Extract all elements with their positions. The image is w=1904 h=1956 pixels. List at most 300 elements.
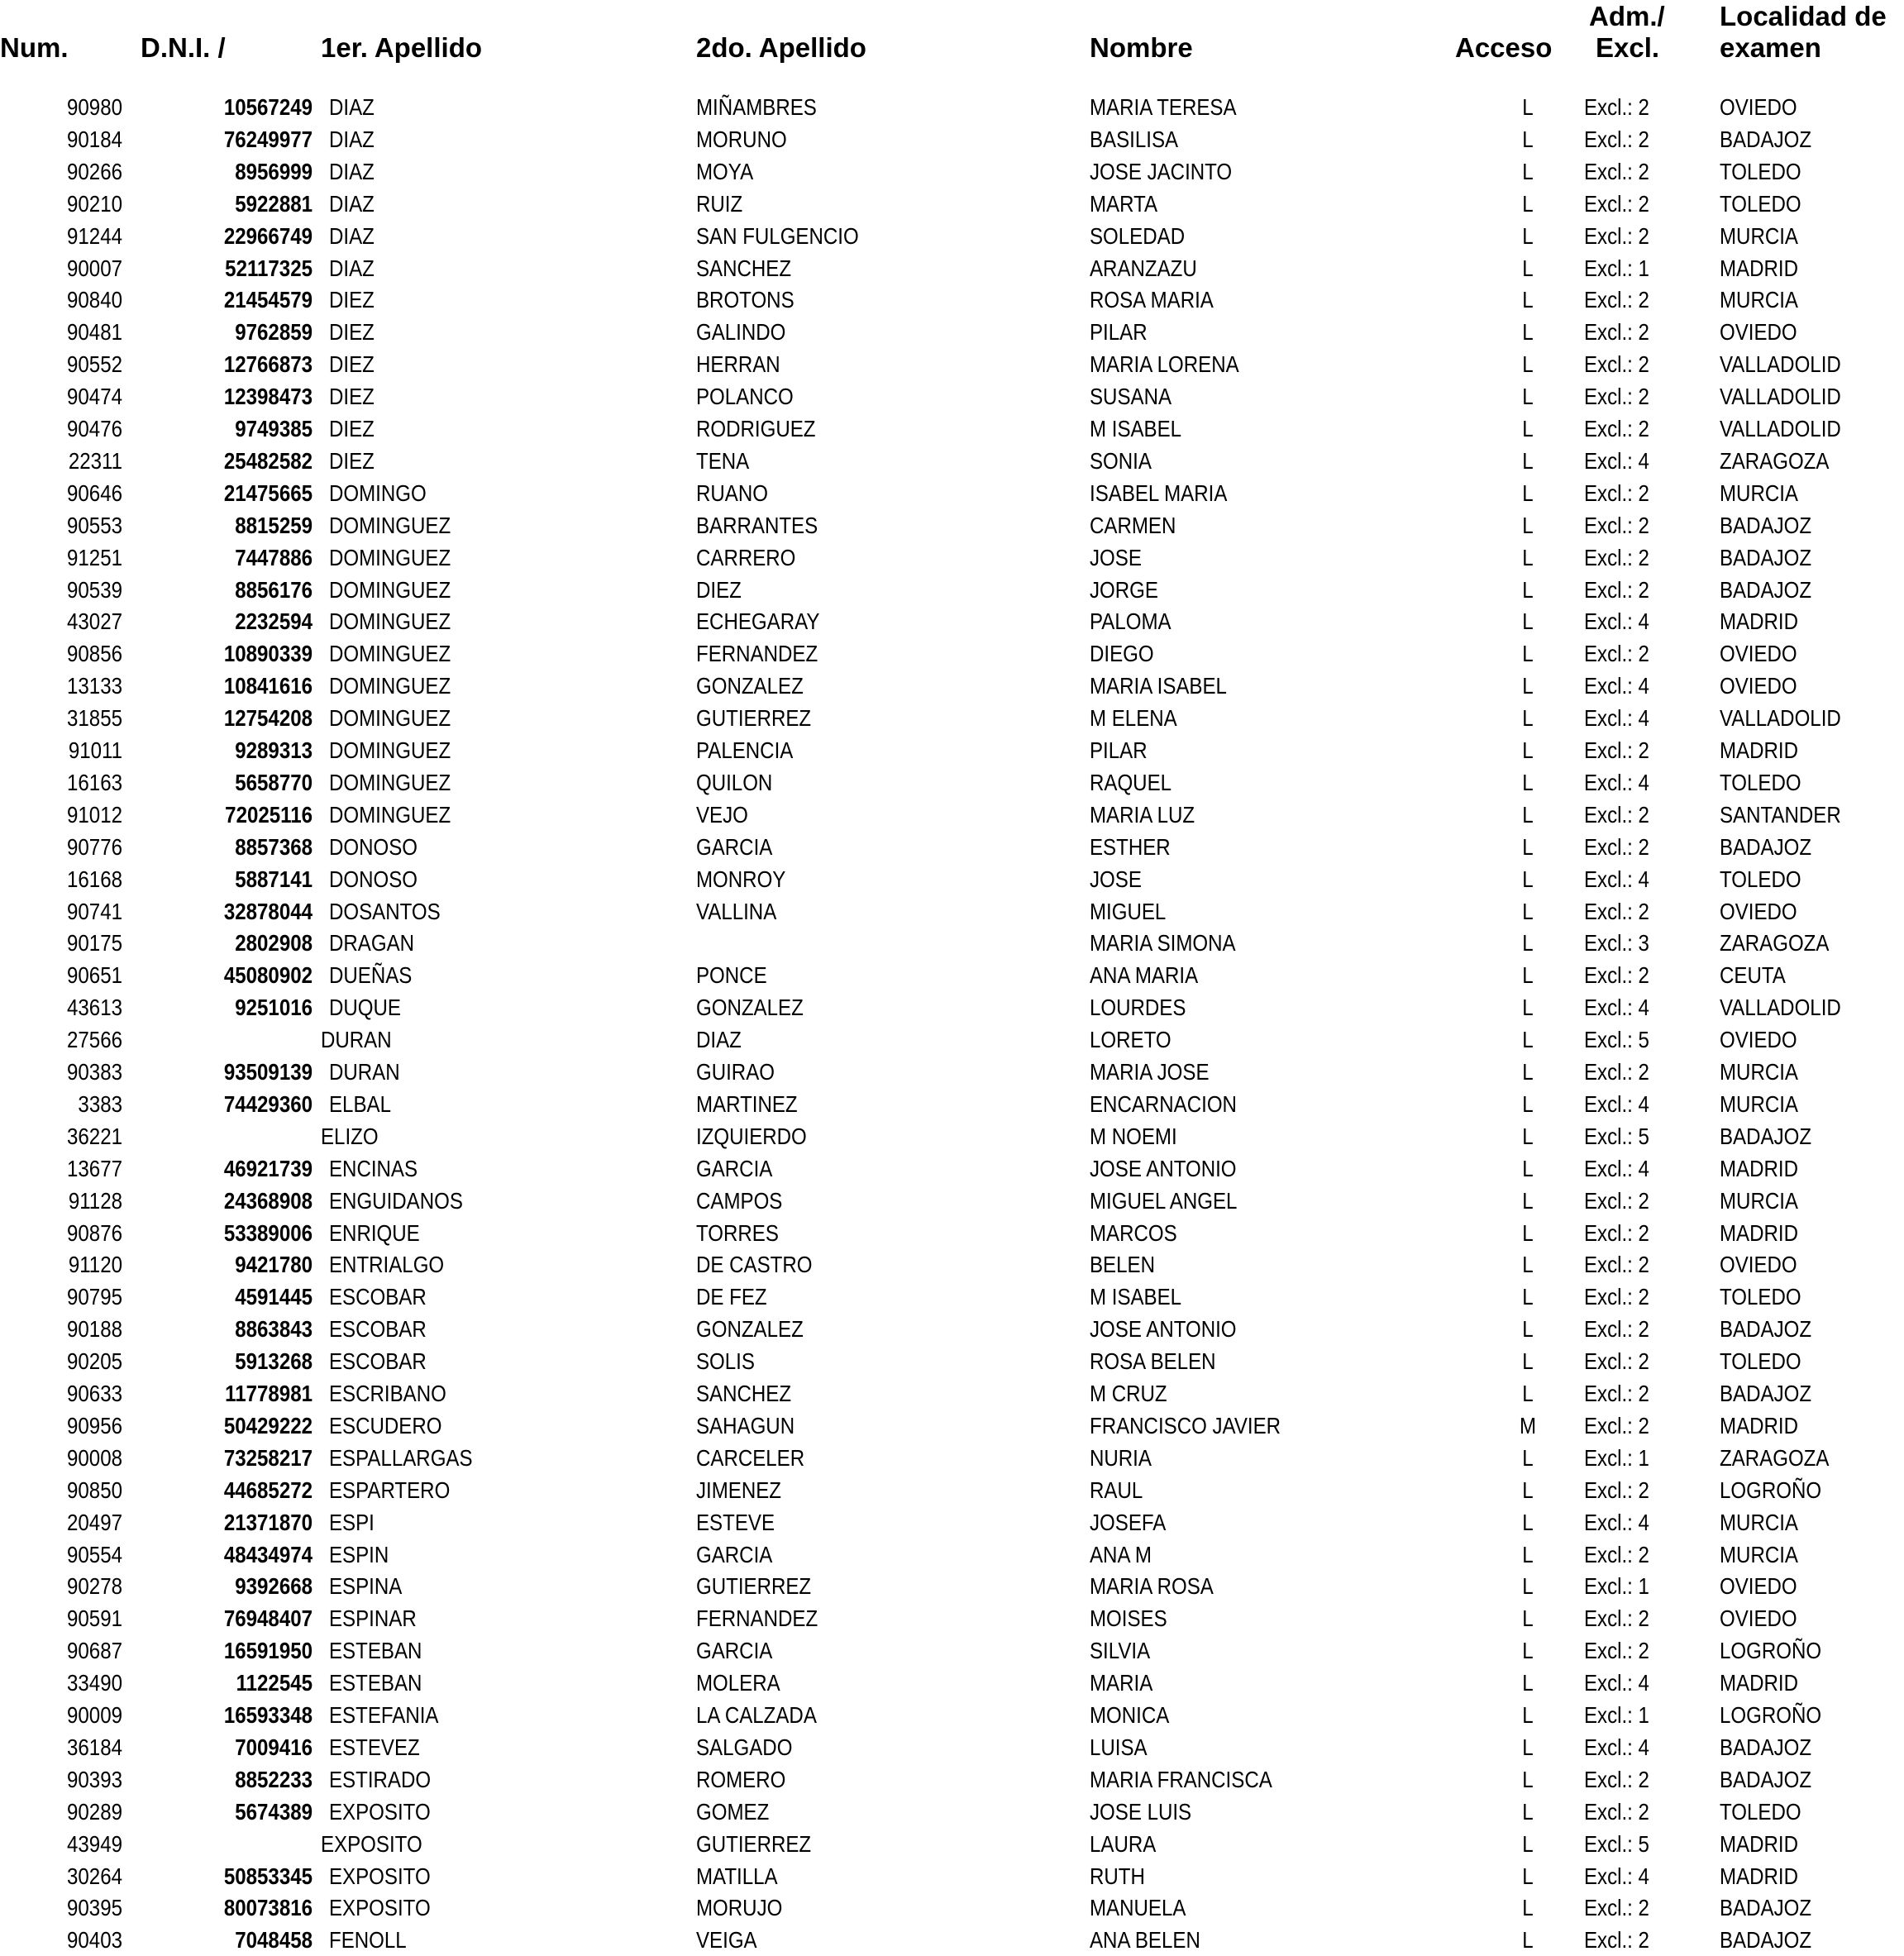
localidad-cell: OVIEDO — [1720, 641, 1797, 667]
apellido2-cell: VEJO — [696, 801, 748, 828]
num-cell: 16163 — [67, 769, 122, 795]
dni-cell: 8956999 — [235, 158, 313, 184]
num-cell: 90210 — [67, 190, 122, 217]
nombre-cell: JOSE LUIS — [1090, 1798, 1192, 1825]
acceso-cell: L — [1522, 479, 1534, 506]
localidad-cell: MURCIA — [1720, 1187, 1798, 1214]
table-row — [0, 284, 1904, 316]
nombre-cell: ANA BELEN — [1090, 1927, 1200, 1954]
localidad-cell: CEUTA — [1720, 962, 1786, 989]
apellido1-cell: DIAZ — [329, 94, 375, 120]
acceso-cell: L — [1522, 1927, 1534, 1954]
num-cell: 90289 — [67, 1798, 122, 1825]
apellido1-cell: DOMINGUEZ — [329, 544, 451, 570]
nombre-cell: RAUL — [1090, 1477, 1143, 1503]
apellido1-cell: DOMINGO — [329, 479, 427, 506]
acceso-cell: L — [1522, 1766, 1534, 1792]
apellido1-cell: DIEZ — [329, 416, 375, 441]
dni-cell: 11778981 — [225, 1381, 313, 1406]
apellido1-cell: ESCRIBANO — [329, 1381, 446, 1406]
header-acceso: Acceso — [1455, 32, 1553, 63]
dni-cell: 9749385 — [235, 416, 313, 441]
num-cell: 90008 — [67, 1444, 122, 1471]
localidad-cell: ZARAGOZA — [1720, 447, 1830, 474]
acceso-cell: L — [1522, 1702, 1534, 1728]
localidad-cell: VALLADOLID — [1720, 995, 1841, 1021]
num-cell: 33490 — [67, 1670, 122, 1696]
localidad-cell: BADAJOZ — [1720, 1123, 1812, 1149]
nombre-cell: LUISA — [1090, 1734, 1148, 1760]
table-row — [0, 413, 1904, 445]
apellido1-cell: ESPARTERO — [329, 1477, 451, 1503]
apellido1-cell: DIEZ — [329, 287, 375, 313]
localidad-cell: TOLEDO — [1720, 190, 1801, 217]
table-row — [0, 734, 1904, 766]
table-row — [0, 445, 1904, 477]
table-row — [0, 895, 1904, 928]
num-cell: 16168 — [67, 866, 122, 892]
excl-cell: Excl.: 2 — [1584, 94, 1649, 120]
acceso-cell: L — [1522, 255, 1534, 281]
excl-cell: Excl.: 2 — [1584, 222, 1649, 249]
excl-cell: Excl.: 2 — [1584, 833, 1649, 860]
table-row — [0, 1185, 1904, 1217]
nombre-cell: ENCARNACION — [1090, 1090, 1237, 1117]
num-cell: 90646 — [67, 479, 122, 506]
apellido2-cell: BARRANTES — [696, 512, 818, 538]
apellido2-cell: TENA — [696, 447, 750, 474]
nombre-cell: JOSE — [1090, 544, 1142, 570]
dni-cell: 5922881 — [235, 190, 313, 217]
apellido2-cell: GONZALEZ — [696, 1316, 804, 1343]
apellido1-cell: DUQUE — [329, 995, 401, 1021]
acceso-cell: L — [1522, 416, 1534, 441]
table-row — [0, 1699, 1904, 1731]
localidad-cell: MADRID — [1720, 737, 1798, 763]
dni-cell: 5887141 — [235, 866, 313, 892]
excl-cell: Excl.: 4 — [1584, 1734, 1649, 1760]
apellido1-cell: EXPOSITO — [321, 1830, 422, 1857]
localidad-cell: TOLEDO — [1720, 158, 1801, 184]
localidad-cell: BADAJOZ — [1720, 1316, 1812, 1343]
num-cell: 90956 — [67, 1412, 122, 1438]
apellido2-cell: ROMERO — [696, 1766, 786, 1792]
nombre-cell: MIGUEL ANGEL — [1090, 1187, 1238, 1214]
acceso-cell: L — [1522, 1059, 1534, 1085]
num-cell: 91244 — [67, 222, 122, 249]
apellido1-cell: DIEZ — [329, 384, 375, 410]
excl-cell: Excl.: 5 — [1584, 1027, 1649, 1053]
dni-cell: 4591445 — [235, 1284, 313, 1310]
acceso-cell: L — [1522, 705, 1534, 732]
apellido2-cell: GARCIA — [696, 1638, 773, 1664]
apellido1-cell: DIEZ — [329, 351, 375, 378]
dni-cell: 9251016 — [235, 995, 313, 1021]
nombre-cell: RAQUEL — [1090, 769, 1172, 795]
table-row — [0, 799, 1904, 831]
localidad-cell: MADRID — [1720, 1830, 1798, 1857]
apellido1-cell: ESTEVEZ — [329, 1734, 420, 1760]
acceso-cell: L — [1522, 673, 1534, 699]
apellido2-cell: FERNANDEZ — [696, 1605, 818, 1632]
acceso-cell: L — [1522, 962, 1534, 989]
apellido2-cell: GUTIERREZ — [696, 705, 812, 732]
nombre-cell: NURIA — [1090, 1444, 1152, 1471]
acceso-cell: L — [1522, 576, 1534, 603]
nombre-cell: JOSE JACINTO — [1090, 158, 1233, 184]
excl-cell: Excl.: 2 — [1584, 1348, 1649, 1375]
localidad-cell: BADAJOZ — [1720, 833, 1812, 860]
num-cell: 90687 — [67, 1638, 122, 1664]
nombre-cell: MARIA ISABEL — [1090, 673, 1227, 699]
excl-cell: Excl.: 4 — [1584, 1509, 1649, 1535]
apellido1-cell: DOSANTOS — [329, 898, 441, 924]
localidad-cell: MURCIA — [1720, 479, 1798, 506]
acceso-cell: L — [1522, 641, 1534, 667]
table-row — [0, 863, 1904, 895]
num-cell: 20497 — [67, 1509, 122, 1535]
num-cell: 90553 — [67, 512, 122, 538]
localidad-cell: ZARAGOZA — [1720, 930, 1830, 957]
apellido1-cell: EXPOSITO — [329, 1895, 431, 1921]
apellido1-cell: DIAZ — [329, 255, 375, 281]
header-adm-line1: Adm./ — [1589, 1, 1665, 31]
nombre-cell: MONICA — [1090, 1702, 1170, 1728]
table-row — [0, 1570, 1904, 1602]
num-cell: 90651 — [67, 962, 122, 989]
num-cell: 90876 — [67, 1219, 122, 1246]
table-row — [0, 1313, 1904, 1345]
num-cell: 91128 — [68, 1187, 122, 1214]
num-cell: 43949 — [67, 1830, 122, 1857]
excl-cell: Excl.: 5 — [1584, 1123, 1649, 1149]
apellido1-cell: ESTIRADO — [329, 1766, 432, 1792]
excl-cell: Excl.: 2 — [1584, 737, 1649, 763]
nombre-cell: MOISES — [1090, 1605, 1167, 1632]
apellido2-cell: CAMPOS — [696, 1187, 783, 1214]
acceso-cell: L — [1522, 222, 1534, 249]
dni-cell: 1122545 — [236, 1670, 313, 1696]
acceso-cell: L — [1522, 447, 1534, 474]
acceso-cell: L — [1522, 930, 1534, 957]
table-row — [0, 1731, 1904, 1763]
localidad-cell: MURCIA — [1720, 287, 1798, 313]
apellido2-cell: GONZALEZ — [696, 673, 804, 699]
excl-cell: Excl.: 2 — [1584, 319, 1649, 346]
nombre-cell: LAURA — [1090, 1830, 1157, 1857]
apellido1-cell: ESPIN — [329, 1541, 389, 1567]
dni-cell: 53389006 — [223, 1219, 313, 1246]
apellido2-cell: GARCIA — [696, 1541, 773, 1567]
localidad-cell: OVIEDO — [1720, 673, 1797, 699]
nombre-cell: ROSA BELEN — [1090, 1348, 1216, 1375]
num-cell: 90266 — [67, 158, 122, 184]
num-cell: 90393 — [67, 1766, 122, 1792]
nombre-cell: M NOEMI — [1090, 1123, 1177, 1149]
dni-cell: 16593348 — [223, 1702, 313, 1728]
acceso-cell: L — [1522, 190, 1534, 217]
num-cell: 3383 — [78, 1090, 122, 1117]
num-cell: 31855 — [67, 705, 122, 732]
table-row — [0, 1377, 1904, 1410]
nombre-cell: BELEN — [1090, 1252, 1155, 1278]
dni-cell: 73258217 — [223, 1444, 313, 1471]
dni-cell: 72025116 — [225, 801, 313, 828]
nombre-cell: JOSE ANTONIO — [1090, 1316, 1237, 1343]
acceso-cell: L — [1522, 1863, 1534, 1889]
nombre-cell: MARIA JOSE — [1090, 1059, 1210, 1085]
table-row — [0, 509, 1904, 541]
num-cell: 90539 — [67, 576, 122, 603]
acceso-cell: L — [1522, 126, 1534, 152]
table-row — [0, 91, 1904, 123]
excl-cell: Excl.: 2 — [1584, 1798, 1649, 1825]
apellido1-cell: ESCOBAR — [329, 1348, 427, 1375]
excl-cell: Excl.: 2 — [1584, 1541, 1649, 1567]
acceso-cell: L — [1522, 1605, 1534, 1632]
table-row — [0, 1763, 1904, 1796]
dni-cell: 21371870 — [223, 1509, 313, 1535]
table-row — [0, 959, 1904, 991]
apellido2-cell: MORUNO — [696, 126, 787, 152]
table-row — [0, 1152, 1904, 1185]
nombre-cell: JORGE — [1090, 576, 1158, 603]
dni-cell: 76948407 — [223, 1605, 313, 1632]
apellido2-cell: RUANO — [696, 479, 768, 506]
num-cell: 91011 — [68, 737, 122, 763]
acceso-cell: L — [1522, 1252, 1534, 1278]
localidad-cell: BADAJOZ — [1720, 1895, 1812, 1921]
localidad-cell: MADRID — [1720, 1863, 1798, 1889]
apellido2-cell: GOMEZ — [696, 1798, 770, 1825]
apellido2-cell: SAN FULGENCIO — [696, 222, 859, 249]
num-cell: 91012 — [67, 801, 122, 828]
acceso-cell: L — [1522, 1444, 1534, 1471]
apellido2-cell: FERNANDEZ — [696, 641, 818, 667]
dni-cell: 10841616 — [223, 673, 313, 699]
apellido1-cell: ENGUIDANOS — [329, 1187, 463, 1214]
apellido2-cell: GUTIERREZ — [696, 1830, 812, 1857]
dni-cell: 2802908 — [235, 930, 313, 957]
localidad-cell: BADAJOZ — [1720, 1734, 1812, 1760]
dni-cell: 8856176 — [235, 576, 313, 603]
table-row — [0, 1088, 1904, 1120]
table-row — [0, 188, 1904, 220]
apellido2-cell: QUILON — [696, 769, 773, 795]
dni-cell: 21475665 — [223, 479, 313, 506]
localidad-cell: VALLADOLID — [1720, 705, 1841, 732]
excl-cell: Excl.: 1 — [1584, 255, 1649, 281]
excl-cell: Excl.: 4 — [1584, 1090, 1649, 1117]
localidad-cell: TOLEDO — [1720, 1798, 1801, 1825]
table-row — [0, 348, 1904, 380]
localidad-cell: OVIEDO — [1720, 1252, 1797, 1278]
num-cell: 90980 — [67, 94, 122, 120]
table-row — [0, 1667, 1904, 1699]
localidad-cell: OVIEDO — [1720, 1573, 1797, 1600]
acceso-cell: L — [1522, 1027, 1534, 1053]
table-row — [0, 605, 1904, 637]
acceso-cell: L — [1522, 1798, 1534, 1825]
dni-cell: 5674389 — [235, 1798, 313, 1825]
table-row — [0, 380, 1904, 413]
localidad-cell: VALLADOLID — [1720, 416, 1841, 441]
acceso-cell: L — [1522, 1155, 1534, 1181]
excl-cell: Excl.: 2 — [1584, 126, 1649, 152]
nombre-cell: MARIA LORENA — [1090, 351, 1239, 378]
excl-cell: Excl.: 2 — [1584, 287, 1649, 313]
dni-cell: 10890339 — [223, 641, 313, 667]
header-apellido2: 2do. Apellido — [696, 32, 866, 63]
nombre-cell: FRANCISCO JAVIER — [1090, 1412, 1281, 1438]
apellido2-cell: VEIGA — [696, 1927, 757, 1954]
excl-cell: Excl.: 2 — [1584, 158, 1649, 184]
nombre-cell: PALOMA — [1090, 608, 1172, 635]
apellido2-cell: SANCHEZ — [696, 255, 792, 281]
apellido2-cell: MATILLA — [696, 1863, 778, 1889]
apellido1-cell: DOMINGUEZ — [329, 673, 451, 699]
dni-cell: 24368908 — [223, 1187, 313, 1214]
excl-cell: Excl.: 4 — [1584, 1670, 1649, 1696]
nombre-cell: MIGUEL — [1090, 898, 1167, 924]
localidad-cell: LOGROÑO — [1720, 1702, 1822, 1728]
dni-cell: 80073816 — [223, 1895, 313, 1921]
dni-cell: 5913268 — [235, 1348, 313, 1375]
apellido2-cell: CARRERO — [696, 544, 796, 570]
excl-cell: Excl.: 2 — [1584, 1316, 1649, 1343]
apellido2-cell: RODRIGUEZ — [696, 416, 816, 441]
dni-cell: 76249977 — [223, 126, 313, 152]
dni-cell: 50429222 — [223, 1412, 313, 1438]
num-cell: 90850 — [67, 1477, 122, 1503]
dni-cell: 16591950 — [223, 1638, 313, 1664]
apellido2-cell: IZQUIERDO — [696, 1123, 807, 1149]
apellido2-cell: LA CALZADA — [696, 1702, 817, 1728]
apellido2-cell: HERRAN — [696, 351, 780, 378]
acceso-cell: L — [1522, 1895, 1534, 1921]
apellido1-cell: DUEÑAS — [329, 962, 413, 989]
apellido1-cell: FENOLL — [329, 1927, 407, 1954]
nombre-cell: ARANZAZU — [1090, 255, 1197, 281]
dni-cell: 8815259 — [235, 512, 313, 538]
header-nombre: Nombre — [1090, 32, 1193, 63]
apellido2-cell: SOLIS — [696, 1348, 755, 1375]
excl-cell: Excl.: 4 — [1584, 608, 1649, 635]
localidad-cell: BADAJOZ — [1720, 1381, 1812, 1406]
table-row — [0, 670, 1904, 702]
apellido2-cell: GUIRAO — [696, 1059, 775, 1085]
table-row — [0, 766, 1904, 799]
apellido2-cell: DE FEZ — [696, 1284, 767, 1310]
dni-cell: 9421780 — [235, 1252, 313, 1278]
apellido1-cell: DOMINGUEZ — [329, 576, 451, 603]
dni-cell: 7009416 — [235, 1734, 313, 1760]
acceso-cell: L — [1522, 1187, 1534, 1214]
localidad-cell: MURCIA — [1720, 222, 1798, 249]
excl-cell: Excl.: 5 — [1584, 1830, 1649, 1857]
header-loc-line2: examen — [1720, 32, 1821, 63]
dni-cell: 12766873 — [223, 351, 313, 378]
apellido1-cell: DURAN — [329, 1059, 400, 1085]
excl-cell: Excl.: 2 — [1584, 512, 1649, 538]
num-cell: 90175 — [67, 930, 122, 957]
localidad-cell: BADAJOZ — [1720, 1766, 1812, 1792]
localidad-cell: TOLEDO — [1720, 1348, 1801, 1375]
dni-cell: 2232594 — [235, 608, 313, 635]
nombre-cell: SILVIA — [1090, 1638, 1151, 1664]
num-cell: 22311 — [68, 447, 122, 474]
acceso-cell: L — [1522, 94, 1534, 120]
localidad-cell: MADRID — [1720, 1670, 1798, 1696]
dni-cell: 45080902 — [223, 962, 313, 989]
apellido1-cell: ESPALLARGAS — [329, 1444, 473, 1471]
nombre-cell: MARIA LUZ — [1090, 801, 1195, 828]
apellido1-cell: DOMINGUEZ — [329, 705, 451, 732]
apellido2-cell: GARCIA — [696, 1155, 773, 1181]
acceso-cell: L — [1522, 1381, 1534, 1406]
table-row — [0, 1634, 1904, 1667]
acceso-cell: L — [1522, 544, 1534, 570]
table-row — [0, 1056, 1904, 1088]
table-row — [0, 574, 1904, 606]
acceso-cell: L — [1522, 1123, 1534, 1149]
apellido1-cell: ESPI — [329, 1509, 375, 1535]
table-row — [0, 220, 1904, 252]
num-cell: 91120 — [68, 1252, 122, 1278]
num-cell: 90741 — [67, 898, 122, 924]
apellido2-cell: RUIZ — [696, 190, 743, 217]
header-adm-line2: Excl. — [1596, 32, 1660, 63]
acceso-cell: L — [1522, 351, 1534, 378]
num-cell: 43027 — [67, 608, 122, 635]
excl-cell: Excl.: 1 — [1584, 1573, 1649, 1600]
excl-cell: Excl.: 4 — [1584, 1155, 1649, 1181]
dni-cell: 9392668 — [235, 1573, 313, 1600]
apellido1-cell: EXPOSITO — [329, 1798, 431, 1825]
apellido1-cell: DIAZ — [329, 190, 375, 217]
localidad-cell: LOGROÑO — [1720, 1638, 1822, 1664]
num-cell: 90188 — [67, 1316, 122, 1343]
apellido2-cell: BROTONS — [696, 287, 795, 313]
nombre-cell: M ISABEL — [1090, 1284, 1182, 1310]
excl-cell: Excl.: 2 — [1584, 1284, 1649, 1310]
localidad-cell: BADAJOZ — [1720, 512, 1812, 538]
apellido2-cell: ESTEVE — [696, 1509, 775, 1535]
apellido2-cell: MORUJO — [696, 1895, 783, 1921]
apellido2-cell: GONZALEZ — [696, 995, 804, 1021]
excl-cell: Excl.: 2 — [1584, 1477, 1649, 1503]
dni-cell: 9762859 — [235, 319, 313, 346]
acceso-cell: L — [1522, 1284, 1534, 1310]
num-cell: 90278 — [67, 1573, 122, 1600]
nombre-cell: SOLEDAD — [1090, 222, 1186, 249]
nombre-cell: MARIA SIMONA — [1090, 930, 1236, 957]
excl-cell: Excl.: 2 — [1584, 190, 1649, 217]
nombre-cell: MARIA — [1090, 1670, 1153, 1696]
nombre-cell: MARTA — [1090, 190, 1158, 217]
acceso-cell: L — [1522, 1090, 1534, 1117]
apellido1-cell: ELIZO — [321, 1123, 379, 1149]
apellido2-cell: ECHEGARAY — [696, 608, 820, 635]
num-cell: 13133 — [67, 673, 122, 699]
apellido1-cell: DONOSO — [329, 866, 418, 892]
excl-cell: Excl.: 2 — [1584, 641, 1649, 667]
dni-cell: 25482582 — [223, 447, 313, 474]
acceso-cell: L — [1522, 1734, 1534, 1760]
apellido2-cell: CARCELER — [696, 1444, 805, 1471]
acceso-cell: L — [1522, 1348, 1534, 1375]
num-cell: 90552 — [67, 351, 122, 378]
